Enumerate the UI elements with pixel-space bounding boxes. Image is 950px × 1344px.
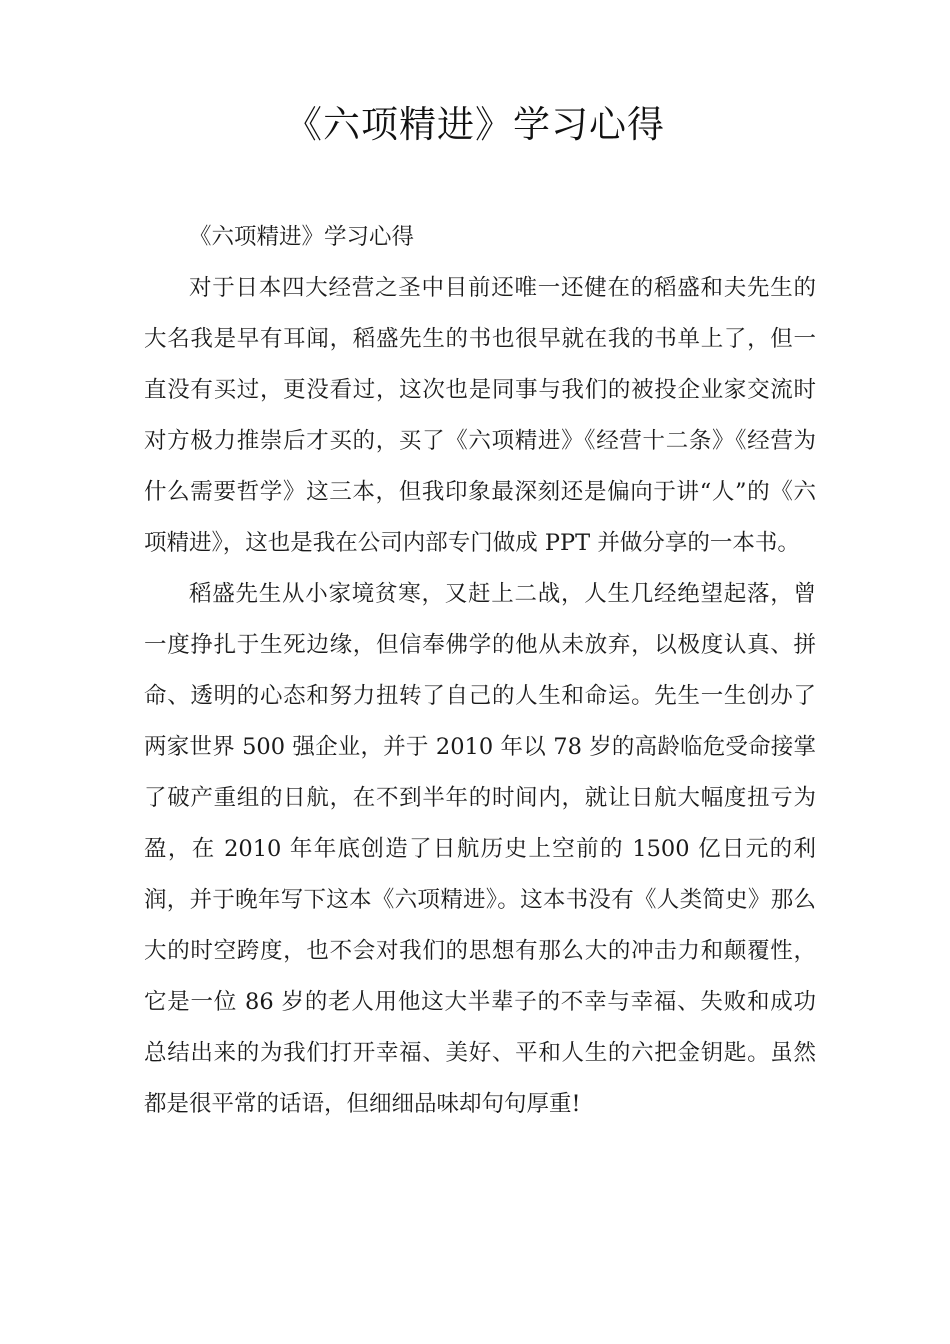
paragraph-introduction: 对于日本四大经营之圣中目前还唯一还健在的稻盛和夫先生的大名我是早有耳闻，稻盛先生的书也很早就在我的书单上了，但一直没有买过，更没看过，这次也是同事与我们的被投企业家交流时对方极力推崇后才买的，买了《六项精进》《经营十二条》《经营为什么需要哲学》这三本，但我印象最深刻还是偏向于讲“人”的《六项精进》，这也是我在公司内部专门做成 PPT 并做分享的一本书。: [144, 275, 816, 556]
paragraph-biography: 稻盛先生从小家境贫寒，又赶上二战，人生几经绝望起落，曾一度挣扎于生死边缘，但信奉佛学的他从未放弃，以极度认真、拼命、透明的心态和努力扭转了自己的人生和命运。先生一生创办了两家世界 500 强企业，并于 2010 年以 78 岁的高龄临危受命接掌了破产重组的日航，在不到半年的时间内，就让日航大幅度扭亏为盈，在 2010 年年底创造了日航历史上空前的 1500 亿日元的利润，并于晚年写下这本《六项精进》。这本书没有《人类简史》那么大的时空跨度，也不会对我们的思想有那么大的冲击力和颠覆性，它是一位 86 岁的老人用他这大半辈子的不幸与幸福、失败和成功总结出来的为我们打开幸福、美好、平和人生的六把金钥匙。虽然都是很平常的话语，但细细品味却句句厚重!: [144, 581, 816, 1117]
subtitle-paragraph: 《六项精进》学习心得: [189, 224, 415, 250]
document-body: [144, 212, 816, 1130]
document-title: 《六项精进》学习心得: [285, 103, 665, 146]
